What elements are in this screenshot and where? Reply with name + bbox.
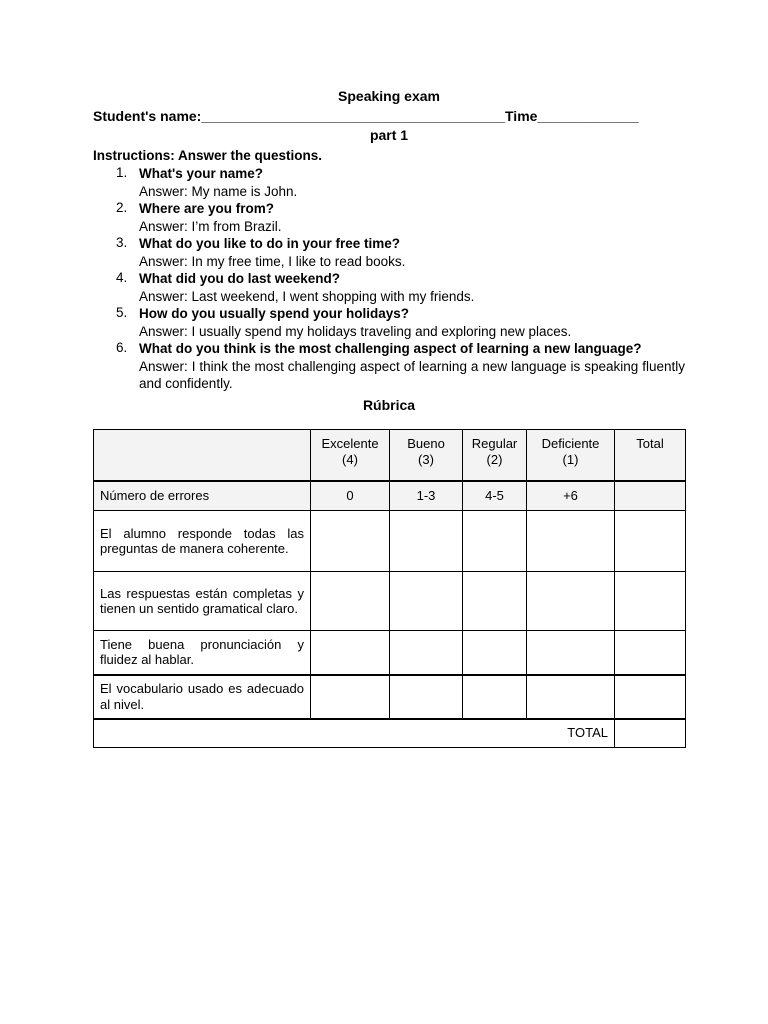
score-cell — [311, 511, 390, 572]
instructions: Instructions: Answer the questions. — [93, 148, 323, 163]
column-label: Bueno — [407, 436, 445, 451]
question-number: 4. — [116, 270, 128, 285]
score-cell — [390, 675, 463, 719]
question-number: 3. — [116, 235, 128, 250]
question-number: 2. — [116, 200, 128, 215]
errors-cell: +6 — [527, 481, 615, 511]
question-text: What did you do last weekend? — [139, 271, 341, 286]
score-cell — [527, 631, 615, 675]
question-list — [93, 165, 685, 393]
column-header-excelente — [311, 430, 390, 482]
criterion-text: Tiene buena pronunciación y fluidez al hablar. — [94, 631, 311, 675]
exam-page — [93, 86, 685, 415]
criterion-row — [94, 675, 686, 719]
answer-text: Answer: In my free time, I like to read books. — [139, 253, 406, 269]
part-heading: part 1 — [369, 127, 409, 143]
student-name-time-line: Student's name:_______________________________________Time_____________ — [93, 108, 639, 124]
score-cell — [615, 675, 686, 719]
answer-text: Answer: I’m from Brazil. — [139, 218, 282, 234]
criterion-row — [94, 631, 686, 675]
column-label: Regular — [471, 436, 518, 451]
score-cell — [615, 631, 686, 675]
question-number: 5. — [116, 305, 128, 320]
rubric-table — [93, 429, 686, 748]
criterion-row — [94, 572, 686, 631]
score-cell — [390, 572, 463, 631]
question-item — [93, 340, 685, 393]
errors-row — [94, 481, 686, 511]
question-item — [93, 270, 685, 305]
column-score: (4) — [342, 451, 358, 467]
column-score: (1) — [562, 451, 579, 467]
score-cell — [311, 631, 390, 675]
question-text: What's your name? — [139, 166, 263, 181]
question-item — [93, 305, 685, 340]
score-cell — [527, 572, 615, 631]
errors-cell: 0 — [311, 481, 390, 511]
total-cell — [615, 719, 686, 748]
column-header-bueno — [390, 430, 463, 482]
score-cell — [311, 675, 390, 719]
question-text: What do you think is the most challenging aspect of learning a new language? — [139, 341, 642, 356]
total-label: TOTAL — [94, 719, 615, 748]
answer-text: Answer: Last weekend, I went shopping with my friends. — [139, 288, 475, 304]
errors-row-label: Número de errores — [94, 481, 311, 511]
column-header-total — [615, 430, 686, 482]
column-label: Total — [636, 436, 664, 451]
score-cell — [463, 572, 527, 631]
answer-text: Answer: I think the most challenging aspect of learning a new language is speaking fluently and confidently. — [139, 358, 685, 391]
question-text: Where are you from? — [139, 201, 275, 216]
question-number: 1. — [116, 165, 128, 180]
question-item — [93, 235, 685, 270]
score-cell — [527, 511, 615, 572]
column-header-deficiente — [527, 430, 615, 482]
score-cell — [615, 572, 686, 631]
criterion-text: El alumno responde todas las preguntas de manera coherente. — [94, 511, 311, 572]
score-cell — [463, 511, 527, 572]
rubric-title: Rúbrica — [362, 396, 416, 413]
total-row — [94, 719, 686, 748]
errors-cell — [615, 481, 686, 511]
answer-text: Answer: My name is John. — [139, 183, 298, 199]
score-cell — [390, 631, 463, 675]
question-text: How do you usually spend your holidays? — [139, 306, 410, 321]
column-label: Deficiente — [541, 436, 600, 451]
rubric-header-row — [94, 430, 686, 482]
score-cell — [615, 511, 686, 572]
question-number: 6. — [116, 340, 128, 355]
score-cell — [390, 511, 463, 572]
question-text: What do you like to do in your free time? — [139, 236, 401, 251]
question-item — [93, 200, 685, 235]
criterion-text: Las respuestas están completas y tienen un sentido gramatical claro. — [94, 572, 311, 631]
exam-title: Speaking exam — [338, 88, 440, 104]
criterion-row — [94, 511, 686, 572]
empty-header-cell — [94, 430, 311, 482]
question-item — [93, 165, 685, 200]
score-cell — [463, 675, 527, 719]
column-label: Excelente — [321, 436, 379, 451]
score-cell — [527, 675, 615, 719]
column-score: (3) — [418, 451, 434, 467]
errors-cell: 1-3 — [390, 481, 463, 511]
errors-cell: 4-5 — [463, 481, 527, 511]
column-header-regular — [463, 430, 527, 482]
column-score: (2) — [486, 451, 503, 467]
answer-text: Answer: I usually spend my holidays traveling and exploring new places. — [139, 323, 572, 339]
score-cell — [463, 631, 527, 675]
score-cell — [311, 572, 390, 631]
criterion-text: El vocabulario usado es adecuado al nivel. — [94, 675, 311, 719]
